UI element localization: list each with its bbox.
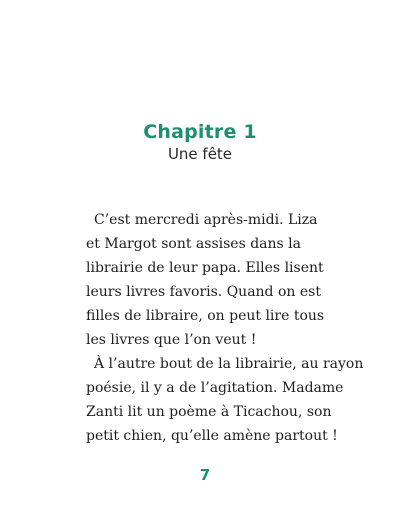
chapter-title: Chapitre 1 — [143, 121, 257, 143]
paragraph-line: À l’autre bout de la librairie, au rayon — [94, 356, 364, 372]
page-number: 7 — [199, 466, 211, 484]
paragraph-line: poésie, il y a de l’agitation. Madame — [86, 380, 344, 396]
paragraph-line: Zanti lit un poème à Ticachou, son — [86, 404, 332, 420]
paragraph-line: et Margot sont assises dans la — [86, 236, 301, 252]
paragraph-line: leurs livres favoris. Quand on est — [86, 284, 321, 300]
paragraph-1 — [86, 208, 400, 352]
paragraph-line: filles de libraire, on peut lire tous — [86, 308, 325, 324]
paragraph-line: C’est mercredi après-midi. Liza — [94, 212, 318, 228]
paragraph-line: les livres que l’on veut ! — [86, 332, 257, 348]
paragraph-line: librairie de leur papa. Elles lisent — [86, 260, 324, 276]
chapter-subtitle: Une fête — [167, 145, 233, 163]
paragraph-2 — [86, 352, 400, 448]
chapter-heading — [0, 120, 400, 164]
paragraph-line: petit chien, qu’elle amène partout ! — [86, 428, 338, 444]
